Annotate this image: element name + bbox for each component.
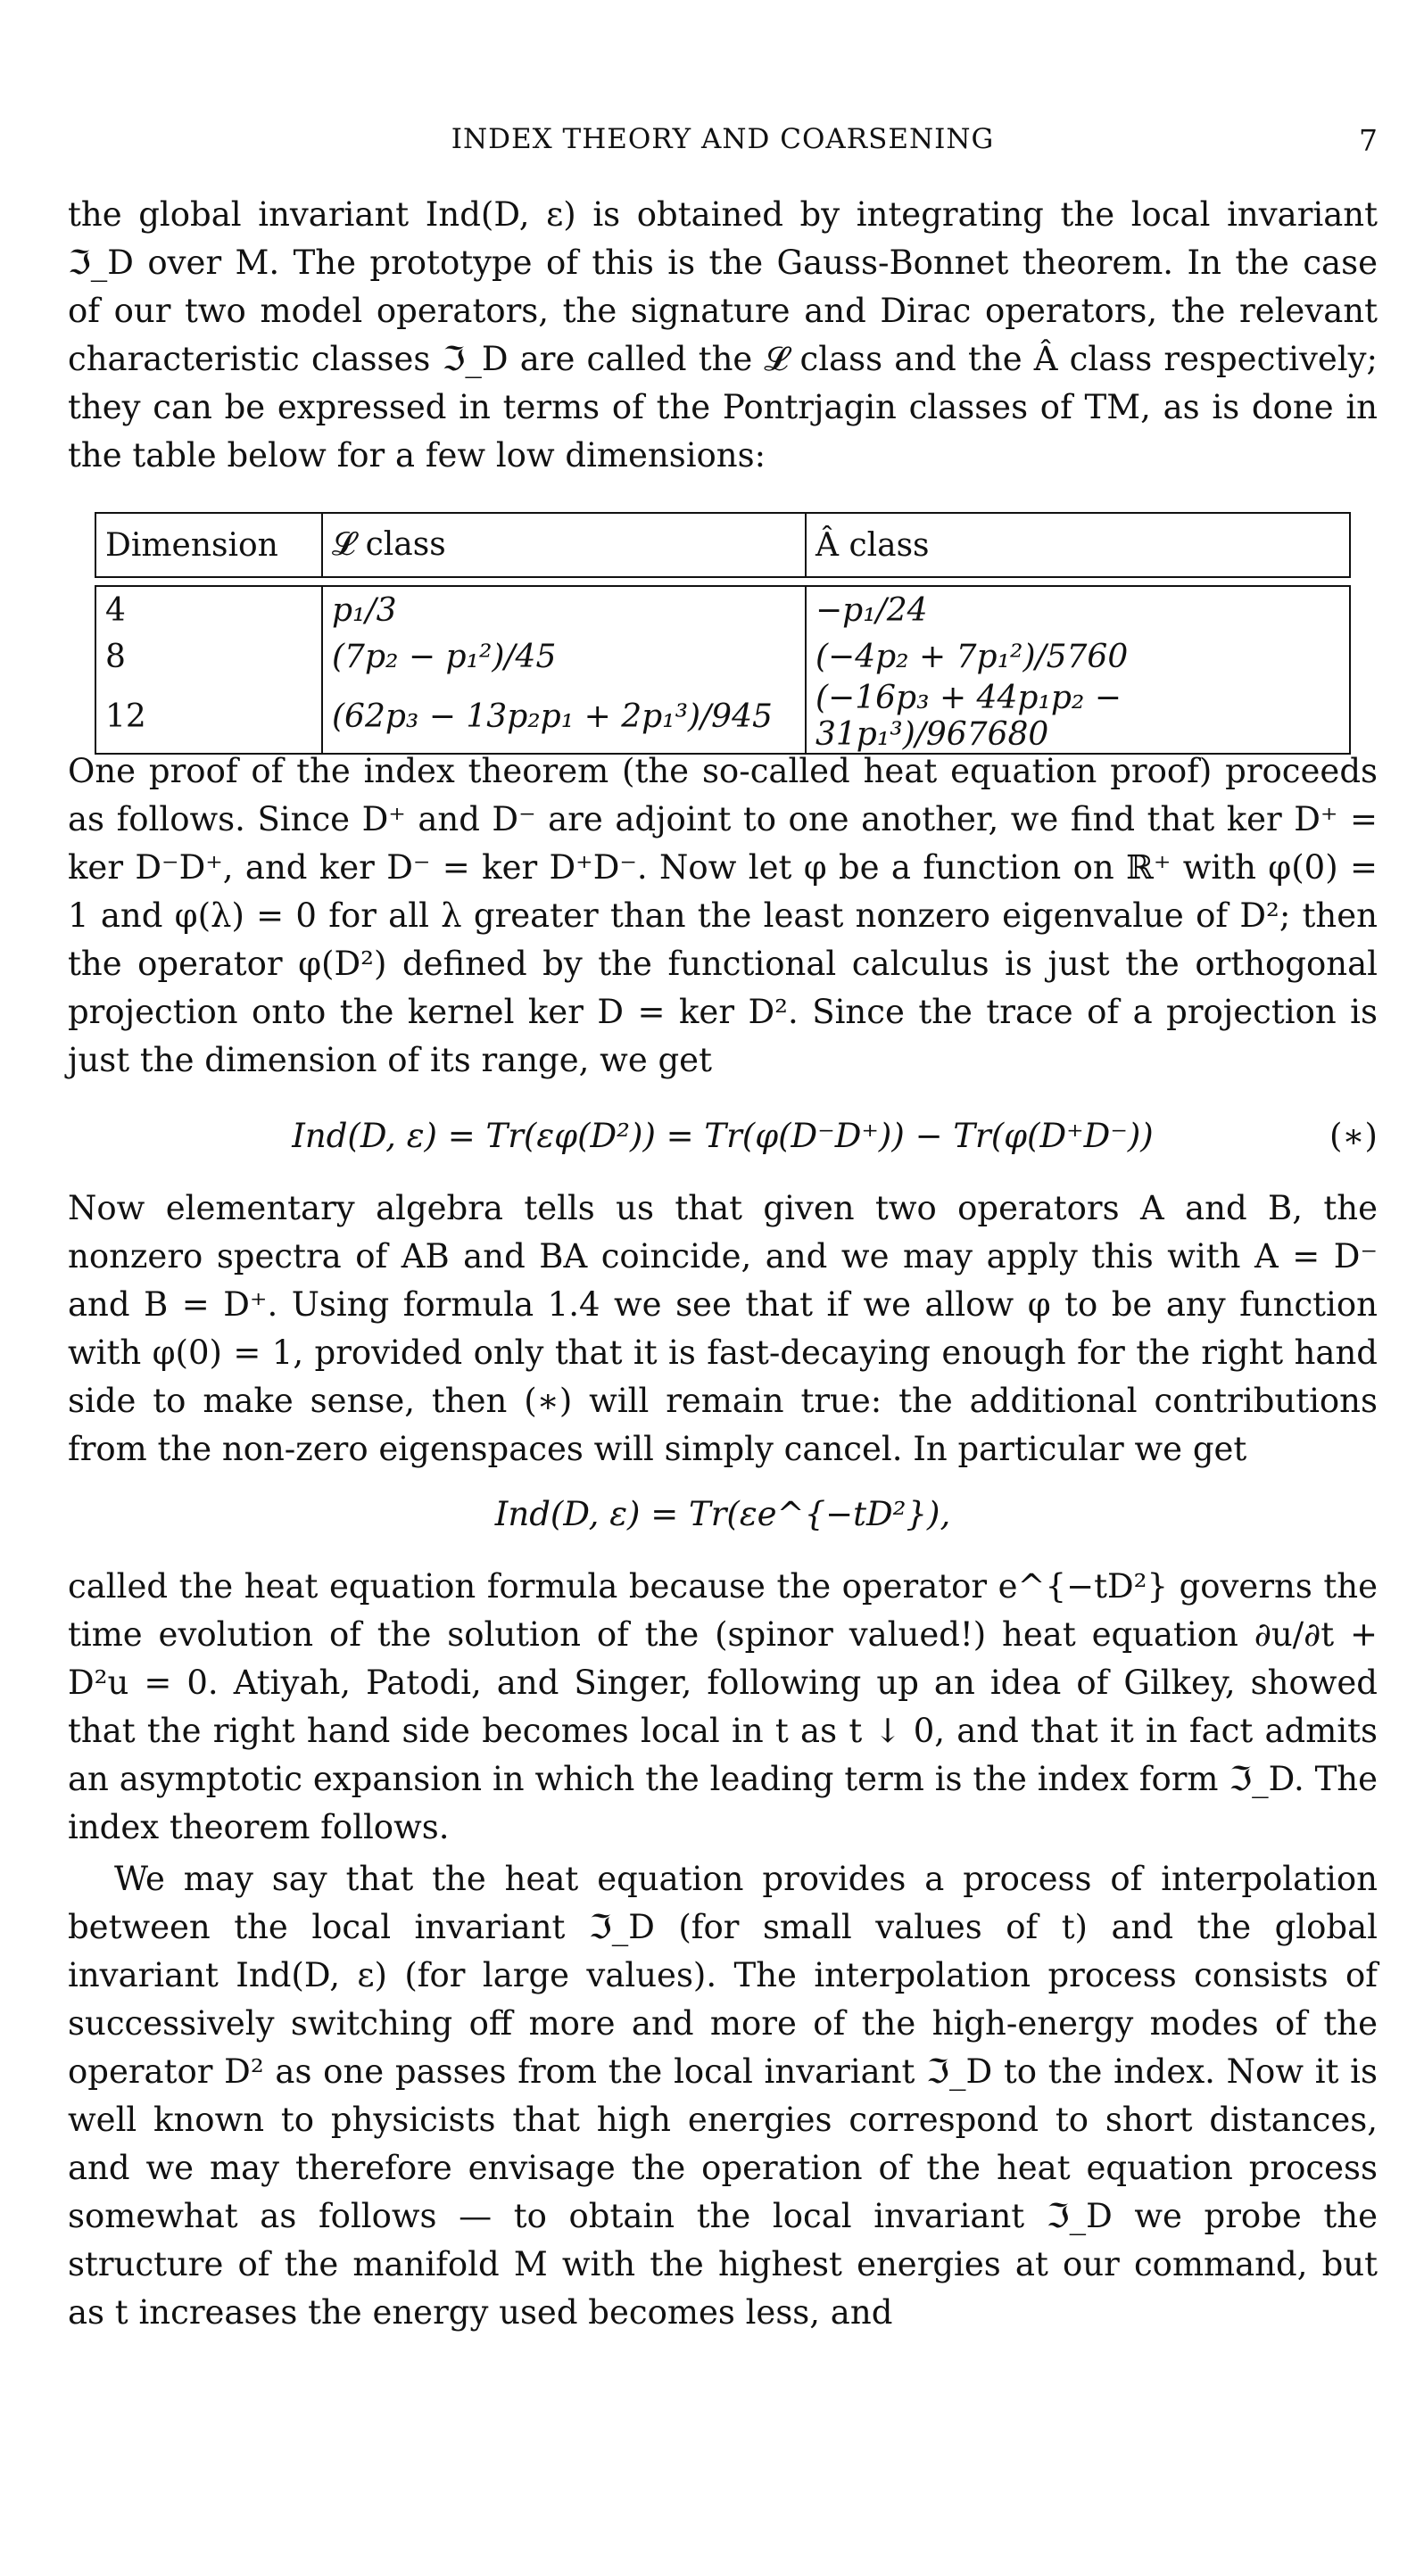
page-number: 7 xyxy=(1359,123,1378,158)
characteristic-class-table xyxy=(95,512,1351,755)
table-cell: (7p₂ − p₁²)/45 xyxy=(321,633,805,680)
column-header-dimension: Dimension xyxy=(95,512,321,578)
paragraph-text: the global invariant Ind(D, ε) is obtained by integrating the local invariant ℑ_D over M. The prototype of this is the Gauss-Bonnet theorem. In the case of our two model operators, the signature and Dirac operators, the relevant characteristic classes ℑ_D are called the 𝓛 class and the Â class respectively; they can be expressed in terms of the Pontrjagin classes of TM, as is done in the table below for a few low dimensions: xyxy=(68,195,1378,475)
paragraph-spectra xyxy=(68,1185,1378,1474)
table-row xyxy=(95,585,1351,633)
display-equation-heat xyxy=(68,1488,1378,1541)
table-cell: p₁/3 xyxy=(321,585,805,633)
paragraph-heat-formula xyxy=(68,1563,1378,1852)
table-row xyxy=(95,680,1351,755)
equation-tag: (∗) xyxy=(1329,1117,1378,1155)
paragraph-interpolation xyxy=(68,1855,1378,2337)
table-cell: (62p₃ − 13p₂p₁ + 2p₁³)/945 xyxy=(321,680,805,755)
paragraph-text: One proof of the index theorem (the so-called heat equation proof) proceeds as follows. Since D⁺ and D⁻ are adjoint to one another, we find that ker D⁺ = ker D⁻D⁺, and ker D⁻ = ker D⁺D⁻. Now let φ be a function on ℝ⁺ with φ(0) = 1 and φ(λ) = 0 for all λ greater than the least nonzero eigenvalue of D²; then the operator φ(D²) defined by the functional calculus is just the orthogonal projection onto the kernel ker D = ker D². Since the trace of a projection is just the dimension of its range, we get xyxy=(68,752,1378,1079)
paragraph-text: Now elementary algebra tells us that given two operators A and B, the nonzero spectra of AB and BA coincide, and we may apply this with A = D⁻ and B = D⁺. Using formula 1.4 we see that if we allow φ to be any function with φ(0) = 1, provided only that it is fast-decaying enough for the right hand side to make sense, then (∗) will remain true: the additional contributions from the non-zero eigenspaces will simply cancel. In particular we get xyxy=(68,1189,1378,1468)
equation-body: Ind(D, ε) = Tr(εe^{−tD²}), xyxy=(494,1495,951,1533)
running-title: INDEX THEORY AND COARSENING xyxy=(451,123,995,155)
table-cell: 12 xyxy=(95,680,321,755)
table-cell: 4 xyxy=(95,585,321,633)
equation-body: Ind(D, ε) = Tr(εφ(D²)) = Tr(φ(D⁻D⁺)) − Tr(φ(D⁺D⁻)) xyxy=(292,1117,1154,1155)
table-cell: (−4p₂ + 7p₁²)/5760 xyxy=(805,633,1351,680)
table-row xyxy=(95,633,1351,680)
paragraph-heat-proof xyxy=(68,747,1378,1085)
paragraph-text: called the heat equation formula because the operator e^{−tD²} governs the time evolution of the solution of the (spinor valued!) heat equation ∂u/∂t + D²u = 0. Atiyah, Patodi, and Singer, following up an idea of Gilkey, showed that the right hand side becomes local in t as t ↓ 0, and that it in fact admits an asymptotic expansion in which the leading term is the index form ℑ_D. The index theorem follows. xyxy=(68,1567,1378,1846)
page-header xyxy=(68,123,1378,159)
column-header-a-hat-class: Â class xyxy=(805,512,1351,578)
paragraph-text: We may say that the heat equation provides a process of interpolation between the local invariant ℑ_D (for small values of t) and the global invariant Ind(D, ε) (for large values). The interpolation process consists of successively switching off more and more of the high-energy modes of the operator D² as one passes from the local invariant ℑ_D to the index. Now it is well known to physicists that high energies correspond to short distances, and we may therefore envisage the operation of the heat equation process somewhat as follows — to obtain the local invariant ℑ_D we probe the structure of the manifold M with the highest energies at our command, but as t increases the energy used becomes less, and xyxy=(68,1860,1378,2332)
paragraph-intro xyxy=(68,191,1378,480)
display-equation-star xyxy=(68,1110,1378,1163)
column-header-l-class: 𝓛 class xyxy=(321,512,805,578)
table-cell: 8 xyxy=(95,633,321,680)
table-cell: (−16p₃ + 44p₁p₂ − 31p₁³)/967680 xyxy=(805,680,1351,755)
table-header-row xyxy=(95,512,1351,578)
table-cell: −p₁/24 xyxy=(805,585,1351,633)
